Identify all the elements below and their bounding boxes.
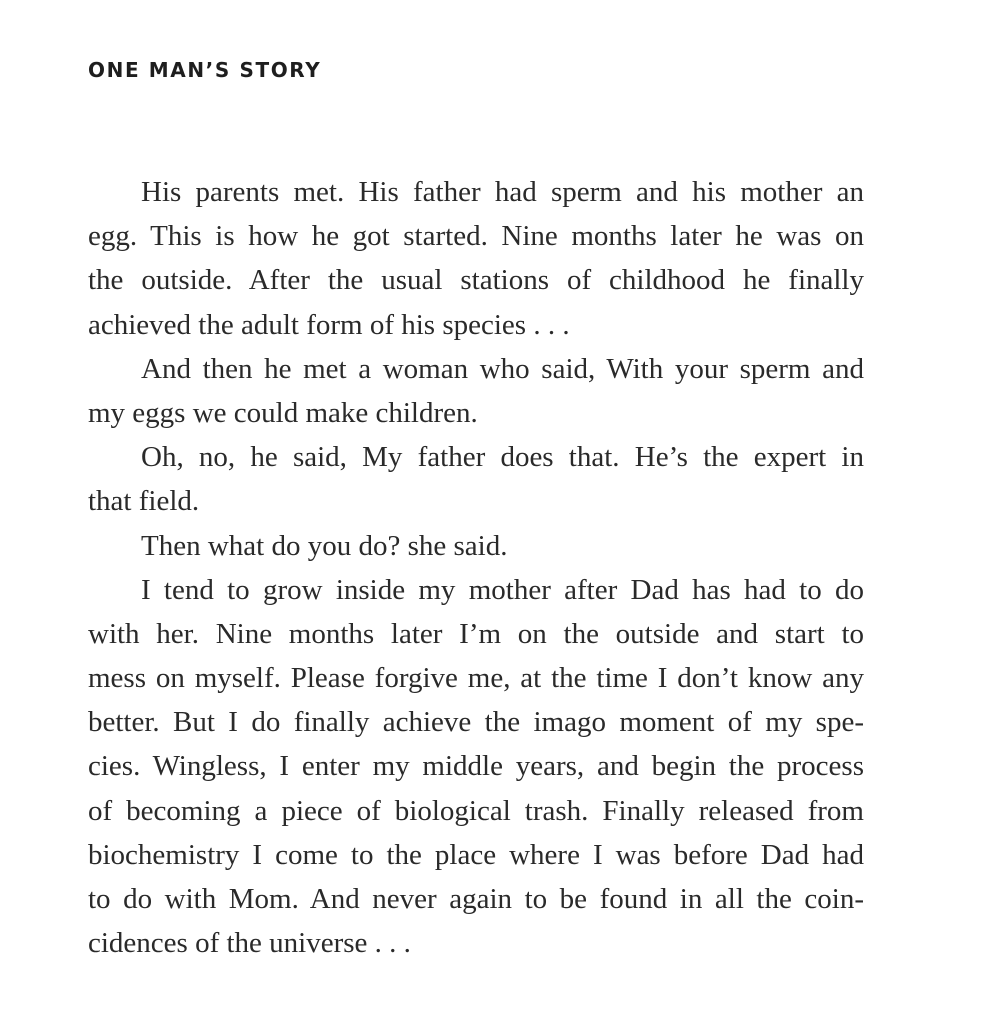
text-line: better. But I do finally achieve the imago moment of my spe- [88,706,864,739]
text-line: my eggs we could make children. [88,396,478,429]
paragraph-first-line: I tend to grow inside my mother after Dad has had to do [141,573,864,606]
text-line: cies. Wingless, I enter my middle years, and begin the process [88,750,864,783]
text-line: the outside. After the usual stations of childhood he finally [88,264,864,297]
text-line: of becoming a piece of biological trash. Finally released from [88,794,864,827]
text-line: mess on myself. Please forgive me, at the time I don’t know any [88,662,864,695]
text-line: achieved the adult form of his species . . . [88,308,570,341]
paragraph-first-line: Then what do you do? she said. [141,529,508,562]
text-line: cidences of the universe . . . [88,927,411,960]
text-line: to do with Mom. And never again to be found in all the coin- [88,883,864,915]
running-head: ONE MAN’S STORY [88,58,322,82]
text-line: with her. Nine months later I’m on the outside and start to [88,617,864,650]
paragraph-first-line: And then he met a woman who said, With your sperm and [141,352,864,385]
text-line: that field. [88,485,200,518]
text-line: biochemistry I come to the place where I was before Dad had [88,838,864,871]
text-line: egg. This is how he got started. Nine months later he was on [88,220,864,253]
paragraph-first-line: His parents met. His father had sperm and his mother an [141,176,864,208]
body-text [88,170,864,965]
paragraph-first-line: Oh, no, he said, My father does that. He’s the expert in [141,441,864,474]
